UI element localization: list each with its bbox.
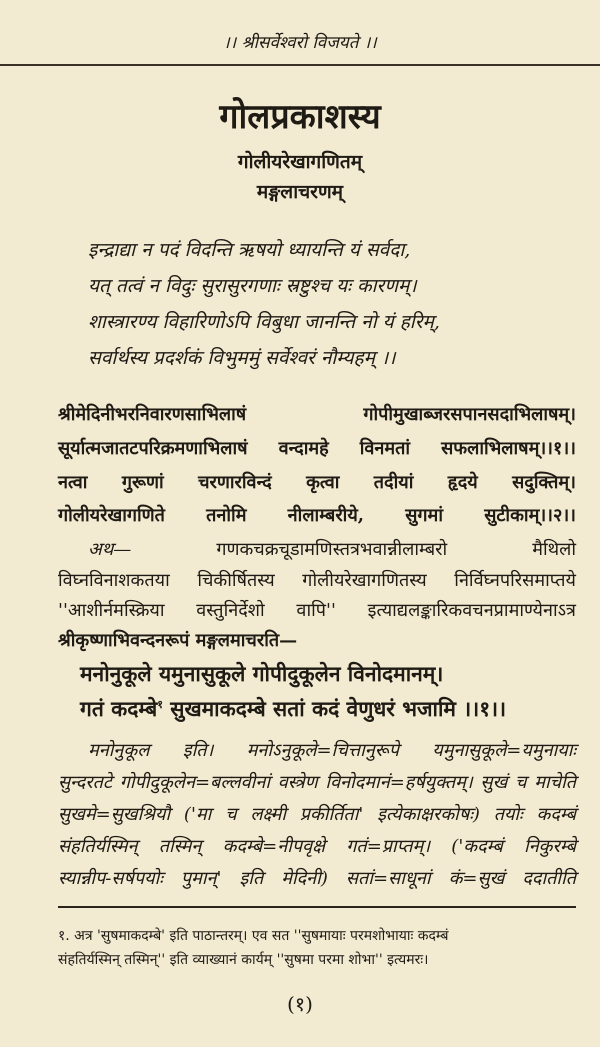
intro-atha: अथ—	[88, 539, 132, 560]
stanza-line-2: सूर्यात्मजातटपरिक्रमणाभिलाषं वन्दामहे विनमतां सफलाभिलाषम्।।१।।	[58, 438, 576, 459]
stanza-line-1: श्रीमेदिनीभरनिवारणसाभिलाषं गोपीमुखाब्जरसपानसदाभिलाषम्।	[58, 404, 576, 425]
footnote-line-2: संहतिर्यस्मिन् तस्मिन्'' इति व्याख्यानं कार्यम् ''सुषमा परमा शोभा'' इत्यमरः।	[58, 952, 429, 968]
footnote-rule	[58, 906, 576, 908]
footnote-marker: १	[157, 698, 163, 711]
commentary-line-5: स्यान्नीप-सर्षपयोः पुमान्' इति मेदिनी) सतां=साधूनां कं=सुखं ददातीति	[58, 868, 576, 889]
mantra-line-1: मनोनुकूले यमुनासुकूले गोपीदुकूलेन विनोदमानम्।	[80, 661, 444, 686]
verse-line-1: इन्द्राद्या न पदं विदन्ति ऋषयो ध्यायन्ति यं सर्वदा,	[88, 239, 411, 261]
intro-line-2: विघ्नविनाशकतया चिकीर्षितस्य गोलीयरेखागणितस्य निर्विघ्नपरिसमाप्तये	[58, 570, 576, 591]
stanza-line-3: नत्वा गुरूणां चरणारविन्दं कृत्वा तदीयां हृदये सदुक्तिम्।	[58, 472, 576, 493]
intro-line-4: श्रीकृष्णाभिवन्दनरूपं मङ्गलमाचरति—	[58, 630, 298, 651]
intro-line-1-text: गणकचक्रचूडामणिस्तत्रभवान्नीलाम्बरो मैथिलो	[216, 539, 576, 560]
section-heading: मङ्गलाचरणम्	[256, 181, 344, 203]
commentary-line-3: सुखमे=सुखश्रियौ ('मा च लक्ष्मी प्रकीर्तिता' इत्येकाक्षरकोषः) तयोः कदम्बं	[58, 804, 576, 825]
page-title: गोलप्रकाशस्य	[219, 97, 381, 137]
commentary-line-1: मनोनुकूल इति। मनोऽनुकूले=चित्तानुरूपे यमुनासुकूले=यमुनायाः	[88, 740, 576, 761]
mantra-line-2	[80, 695, 570, 723]
chapter-subtitle: गोलीयरेखागणितम्	[237, 151, 363, 173]
verse-line-2: यत् तत्वं न विदुः सुरासुरगणाः स्रष्टुश्च यः कारणम्।	[88, 275, 417, 297]
intro-line-1	[88, 537, 576, 561]
stanza-line-4: गोलीयरेखागणिते तनोमि नीलाम्बरीये, सुगमां सुटीकाम्।।२।।	[58, 505, 576, 526]
intro-line-3: ''आशीर्नमस्क्रिया वस्तुनिर्देशो वापि'' इत्याद्यलङ्कारिकवचनप्रामाण्येनाऽत्र	[58, 600, 576, 621]
verse-line-4: सर्वार्थस्य प्रदर्शकं विभुममुं सर्वेश्वरं नौम्यहम् ।।	[88, 347, 396, 369]
page-number: (१)	[286, 992, 313, 1016]
mantra-line-2-b: सुखमाकदम्बे सतां कदं वेणुधरं भजामि ।।१।।	[162, 696, 507, 721]
mantra-line-2-a: गतं कदम्बे	[80, 696, 158, 721]
footnote-line-1: १. अत्र 'सुषमाकदम्बे' इति पाठान्तरम्। एव सत ''सुषमायाः परमशोभायाः कदम्बं	[58, 928, 449, 944]
commentary-line-4: संहतिर्यस्मिन् तस्मिन् कदम्बे=नीपवृक्षे गतं=प्राप्तम्। ('कदम्बं निकुरम्बे	[58, 836, 576, 857]
verse-line-3: शास्त्रारण्य विहारिणोऽपि विबुधा जानन्ति नो यं हरिम्,	[88, 311, 440, 333]
commentary-line-2: सुन्दरतटे गोपीदुकूलेन=बल्लवीनां वस्त्रेण विनोदमानं=हर्षयुक्तम्। सुखं च माचेति	[58, 772, 576, 793]
invocation-line: ।। श्रीसर्वेश्वरो विजयते ।।	[223, 33, 377, 53]
header-rule	[0, 64, 600, 66]
